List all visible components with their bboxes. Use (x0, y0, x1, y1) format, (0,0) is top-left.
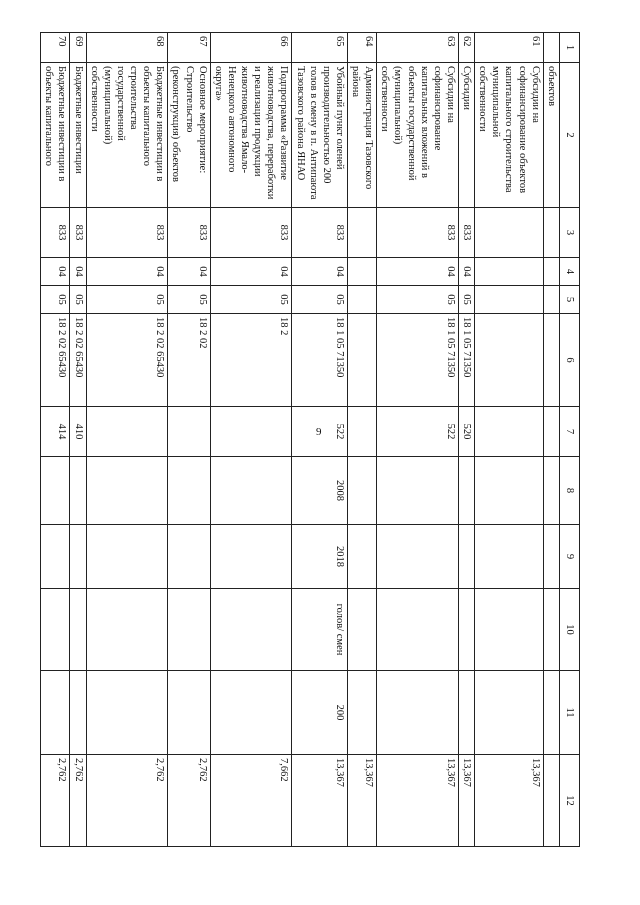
table-cell (210, 671, 292, 755)
table-cell: 18 2 02 65430 (70, 314, 86, 407)
table-row (210, 33, 292, 847)
table-cell (475, 314, 544, 407)
table-cell (377, 525, 459, 589)
header-cell: 2 (559, 63, 579, 208)
table-row (292, 33, 348, 847)
table-cell: 04 (377, 258, 459, 286)
table-cell: Бюджетные инвестиции в объекты капитального (41, 63, 70, 208)
header-cell: 10 (559, 589, 579, 671)
table-cell: 05 (459, 286, 475, 314)
table-row (86, 33, 168, 847)
table-cell: 70 (41, 33, 70, 63)
table-cell: голов/ смен (292, 589, 348, 671)
table-cell (348, 525, 377, 589)
table-cell (543, 407, 559, 457)
table-cell: 04 (70, 258, 86, 286)
rotated-table-container (43, 32, 580, 846)
table-cell: 04 (459, 258, 475, 286)
table-cell (377, 457, 459, 525)
table-cell: 833 (86, 208, 168, 258)
table-cell (168, 407, 210, 457)
table-cell: Основное мероприятие: Строительство (реконструкция) объектов (168, 63, 210, 208)
table-cell (70, 589, 86, 671)
table-row (459, 33, 475, 847)
table-cell (543, 33, 559, 63)
header-cell: 7 (559, 407, 579, 457)
table-cell: 522 (377, 407, 459, 457)
table-cell (348, 589, 377, 671)
page-number: 9 (316, 426, 322, 438)
table-cell (86, 407, 168, 457)
table-cell: 64 (348, 33, 377, 63)
table-cell: 04 (292, 258, 348, 286)
budget-table (40, 32, 580, 847)
table-cell (543, 258, 559, 286)
table-cell: 18 2 02 (168, 314, 210, 407)
table-cell: 04 (168, 258, 210, 286)
table-cell (86, 457, 168, 525)
table-cell: Бюджетные инвестиции (70, 63, 86, 208)
table-cell: 05 (41, 286, 70, 314)
table-cell: 410 (70, 407, 86, 457)
table-cell: 833 (377, 208, 459, 258)
table-row (70, 33, 86, 847)
table-cell: 13,367 (475, 755, 544, 847)
header-cell: 6 (559, 314, 579, 407)
table-cell (168, 457, 210, 525)
header-cell: 9 (559, 525, 579, 589)
table-cell (543, 525, 559, 589)
table-cell (475, 457, 544, 525)
table-cell: 7,662 (210, 755, 292, 847)
table-cell (41, 589, 70, 671)
table-cell: 67 (168, 33, 210, 63)
table-cell (168, 589, 210, 671)
table-cell (86, 589, 168, 671)
table-cell: Субсидии на софинансирование капитальных вложений в объекты государственной (муниципальной) собственности (377, 63, 459, 208)
table-cell: 18 1 05 71350 (292, 314, 348, 407)
table-cell (86, 671, 168, 755)
table-cell (70, 457, 86, 525)
table-cell (348, 457, 377, 525)
table-cell (543, 671, 559, 755)
table-cell: 05 (210, 286, 292, 314)
table-cell (543, 589, 559, 671)
table-cell (210, 407, 292, 457)
table-cell (543, 208, 559, 258)
table-cell: 04 (41, 258, 70, 286)
table-cell (210, 525, 292, 589)
table-row (348, 33, 377, 847)
header-cell: 12 (559, 755, 579, 847)
header-cell: 3 (559, 208, 579, 258)
table-row (41, 33, 70, 847)
table-cell: 18 1 05 71350 (459, 314, 475, 407)
table-cell: 833 (292, 208, 348, 258)
table-row (377, 33, 459, 847)
table-cell (168, 525, 210, 589)
table-cell: 69 (70, 33, 86, 63)
table-cell: 2008 (292, 457, 348, 525)
table-cell: 833 (168, 208, 210, 258)
table-cell (41, 457, 70, 525)
table-cell (475, 671, 544, 755)
table-cell: 833 (41, 208, 70, 258)
table-cell: 05 (86, 286, 168, 314)
table-cell (543, 457, 559, 525)
table-cell: 200 (292, 671, 348, 755)
table-cell (210, 589, 292, 671)
table-cell: объектов (543, 63, 559, 208)
table-cell (70, 525, 86, 589)
table-cell: 13,367 (292, 755, 348, 847)
table-cell (475, 286, 544, 314)
table-cell: 05 (377, 286, 459, 314)
table-cell: 2,762 (86, 755, 168, 847)
table-cell: 13,367 (459, 755, 475, 847)
table-cell: Убойный пункт оленей производительностью 200 голов в смену в п. Антипаюта Тазовского района ЯНАО (292, 63, 348, 208)
table-cell (475, 208, 544, 258)
table-cell: 18 2 02 65430 (86, 314, 168, 407)
table-cell (543, 755, 559, 847)
table-cell (348, 407, 377, 457)
table-cell (543, 314, 559, 407)
table-cell: 833 (210, 208, 292, 258)
table-cell: 66 (210, 33, 292, 63)
table-cell (348, 286, 377, 314)
table-cell: 18 2 02 65430 (41, 314, 70, 407)
table-cell: 520 (459, 407, 475, 457)
table-cell (475, 525, 544, 589)
table-cell: 833 (459, 208, 475, 258)
table-cell: 63 (377, 33, 459, 63)
header-row (559, 33, 579, 847)
table-cell (543, 286, 559, 314)
table-cell (41, 525, 70, 589)
header-cell: 5 (559, 286, 579, 314)
table-cell (459, 457, 475, 525)
table-cell: 2,762 (168, 755, 210, 847)
table-cell (475, 258, 544, 286)
table-cell: Бюджетные инвестиции в объекты капитального строительства государственной (муниципальной) собственности (86, 63, 168, 208)
table-cell (86, 525, 168, 589)
table-body (41, 33, 560, 847)
table-cell: 2,762 (41, 755, 70, 847)
table-cell: 05 (168, 286, 210, 314)
table-row (168, 33, 210, 847)
table-cell (210, 457, 292, 525)
header-cell: 8 (559, 457, 579, 525)
table-cell: Администрация Тазовского района (348, 63, 377, 208)
table-cell: 2,762 (70, 755, 86, 847)
table-cell: 13,367 (348, 755, 377, 847)
table-cell: Субсидии на софинансирование объектов капитального строительства муниципальной собственности (475, 63, 544, 208)
table-cell (459, 589, 475, 671)
table-cell (459, 671, 475, 755)
table-row (543, 33, 559, 847)
table-cell (348, 671, 377, 755)
table-row (475, 33, 544, 847)
table-cell (348, 314, 377, 407)
table-cell: 04 (210, 258, 292, 286)
table-cell (41, 671, 70, 755)
table-cell (377, 589, 459, 671)
header-cell: 11 (559, 671, 579, 755)
table-cell: 04 (86, 258, 168, 286)
table-cell: 833 (70, 208, 86, 258)
header-cell: 4 (559, 258, 579, 286)
header-cell: 1 (559, 33, 579, 63)
table-cell: 18 2 (210, 314, 292, 407)
table-cell: 522 (292, 407, 348, 457)
table-cell (377, 671, 459, 755)
table-cell: 61 (475, 33, 544, 63)
table-cell (475, 407, 544, 457)
table-cell: 05 (292, 286, 348, 314)
table-cell: 414 (41, 407, 70, 457)
table-cell: 2018 (292, 525, 348, 589)
table-cell: 62 (459, 33, 475, 63)
table-cell (70, 671, 86, 755)
table-cell: 65 (292, 33, 348, 63)
table-cell (475, 589, 544, 671)
table-cell (348, 208, 377, 258)
table-cell (348, 258, 377, 286)
table-cell: 18 1 05 71350 (377, 314, 459, 407)
table-cell: Субсидии (459, 63, 475, 208)
table-cell: 05 (70, 286, 86, 314)
table-cell: 13,367 (377, 755, 459, 847)
table-cell: Подпрограмма «Развитие животноводства, переработки и реализации продукции животноводства Ямало-Ненецкого автономного округа» (210, 63, 292, 208)
table-cell (459, 525, 475, 589)
table-cell: 68 (86, 33, 168, 63)
table-cell (168, 671, 210, 755)
